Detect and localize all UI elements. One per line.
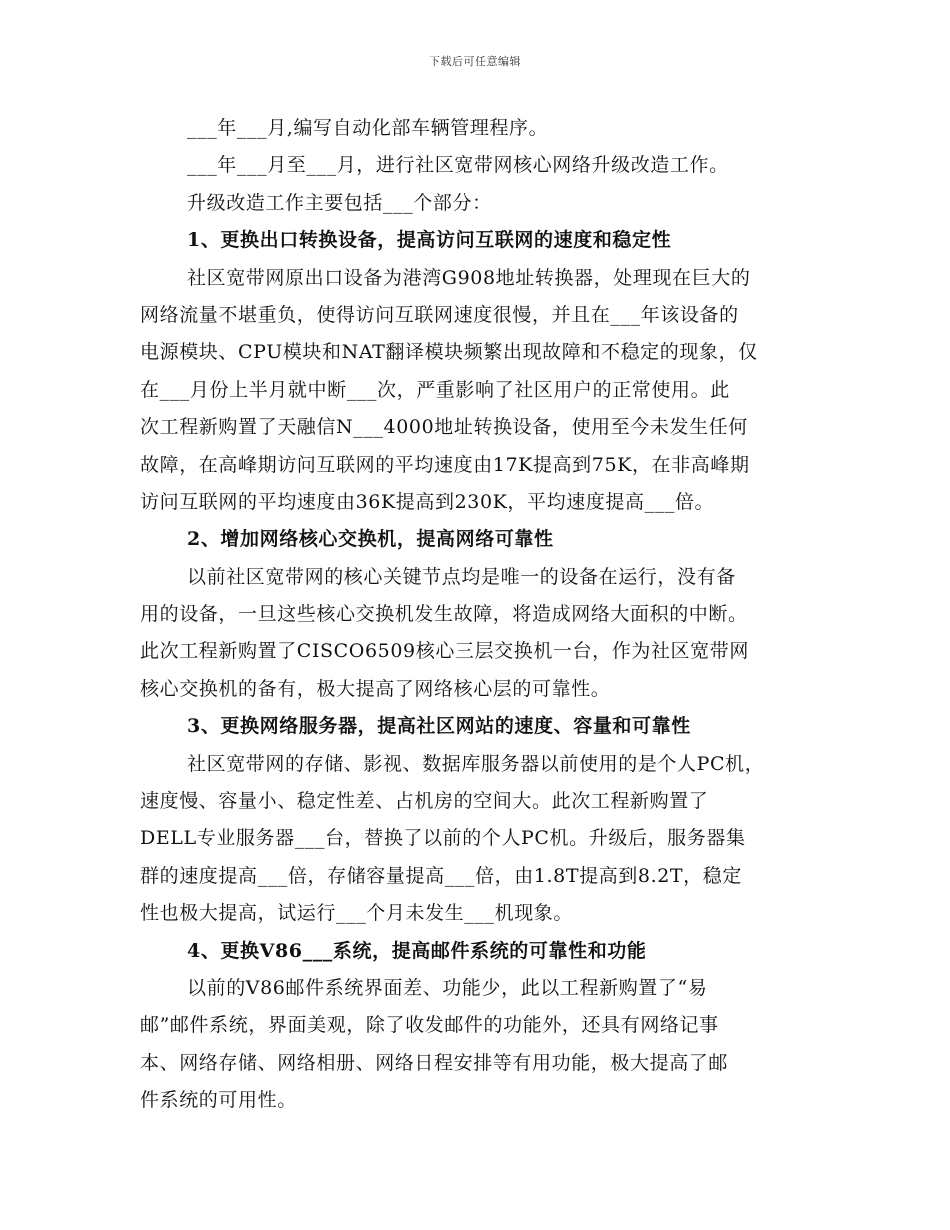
- section-heading: 1、更换出口转换设备，提高访问互联网的速度和稳定性: [187, 229, 672, 252]
- paragraph-line: 性也极大提高，试运行___个月未发生___机现象。: [140, 902, 574, 925]
- paragraph-line: 社区宽带网的存储、影视、数据库服务器以前使用的是个人PC机，: [187, 752, 765, 775]
- paragraph-line: 故障，在高峰期访问互联网的平均速度由17K提高到75K，在非高峰期: [140, 453, 750, 476]
- paragraph-line: 以前社区宽带网的核心关键节点均是唯一的设备在运行，没有备: [187, 565, 736, 588]
- paragraph-line: 群的速度提高___倍，存储容量提高___倍，由1.8T提高到8.2T，稳定: [140, 864, 742, 887]
- paragraph-line: 核心交换机的备有，极大提高了网络核心层的可靠性。: [140, 677, 611, 700]
- paragraph-line: ___年___月至___月，进行社区宽带网核心网络升级改造工作。: [187, 154, 729, 177]
- paragraph-line: 速度慢、容量小、稳定性差、占机房的空间大。此次工程新购置了: [140, 790, 709, 813]
- section-heading: 3、更换网络服务器，提高社区网站的速度、容量和可靠性: [187, 715, 691, 738]
- paragraph-line: DELL专业服务器___台，替换了以前的个人PC机。升级后，服务器集: [140, 827, 746, 850]
- header-note: 下载后可任意编辑: [429, 55, 521, 68]
- paragraph-line: 次工程新购置了天融信N___4000地址转换设备，使用至今未发生任何: [140, 416, 748, 439]
- paragraph-line: 社区宽带网原出口设备为港湾G908地址转换器，处理现在巨大的: [187, 266, 751, 289]
- paragraph-line: 在___月份上半月就中断___次，严重影响了社区用户的正常使用。此: [140, 378, 730, 401]
- paragraph-line: 用的设备，一旦这些核心交换机发生故障，将造成网络大面积的中断。: [140, 603, 748, 626]
- document-body: [140, 110, 820, 1120]
- paragraph-line: 网络流量不堪重负，使得访问互联网速度很慢，并且在___年该设备的: [140, 303, 739, 326]
- paragraph-line: 本、网络存储、网络相册、网络日程安排等有用功能，极大提高了邮: [140, 1051, 729, 1074]
- paragraph-line: 升级改造工作主要包括___个部分：: [187, 191, 492, 214]
- paragraph-line: ___年___月,编写自动化部车辆管理程序。: [187, 117, 549, 139]
- paragraph-line: 此次工程新购置了CISCO6509核心三层交换机一台，作为社区宽带网: [140, 640, 749, 663]
- paragraph-line: 以前的V86邮件系统界面差、功能少，此以工程新购置了“易: [187, 976, 708, 999]
- section-heading: 4、更换V86___系统，提高邮件系统的可靠性和功能: [187, 939, 647, 962]
- section-heading: 2、增加网络核心交换机，提高网络可靠性: [187, 528, 554, 551]
- paragraph-line: 访问互联网的平均速度由36K提高到230K，平均速度提高___倍。: [140, 490, 715, 513]
- paragraph-line: 件系统的可用性。: [140, 1089, 297, 1112]
- paragraph-line: 邮”邮件系统，界面美观，除了收发邮件的功能外，还具有网络记事: [140, 1014, 719, 1037]
- paragraph-line: 电源模块、CPU模块和NAT翻译模块频繁出现故障和不稳定的现象，仅: [140, 341, 758, 364]
